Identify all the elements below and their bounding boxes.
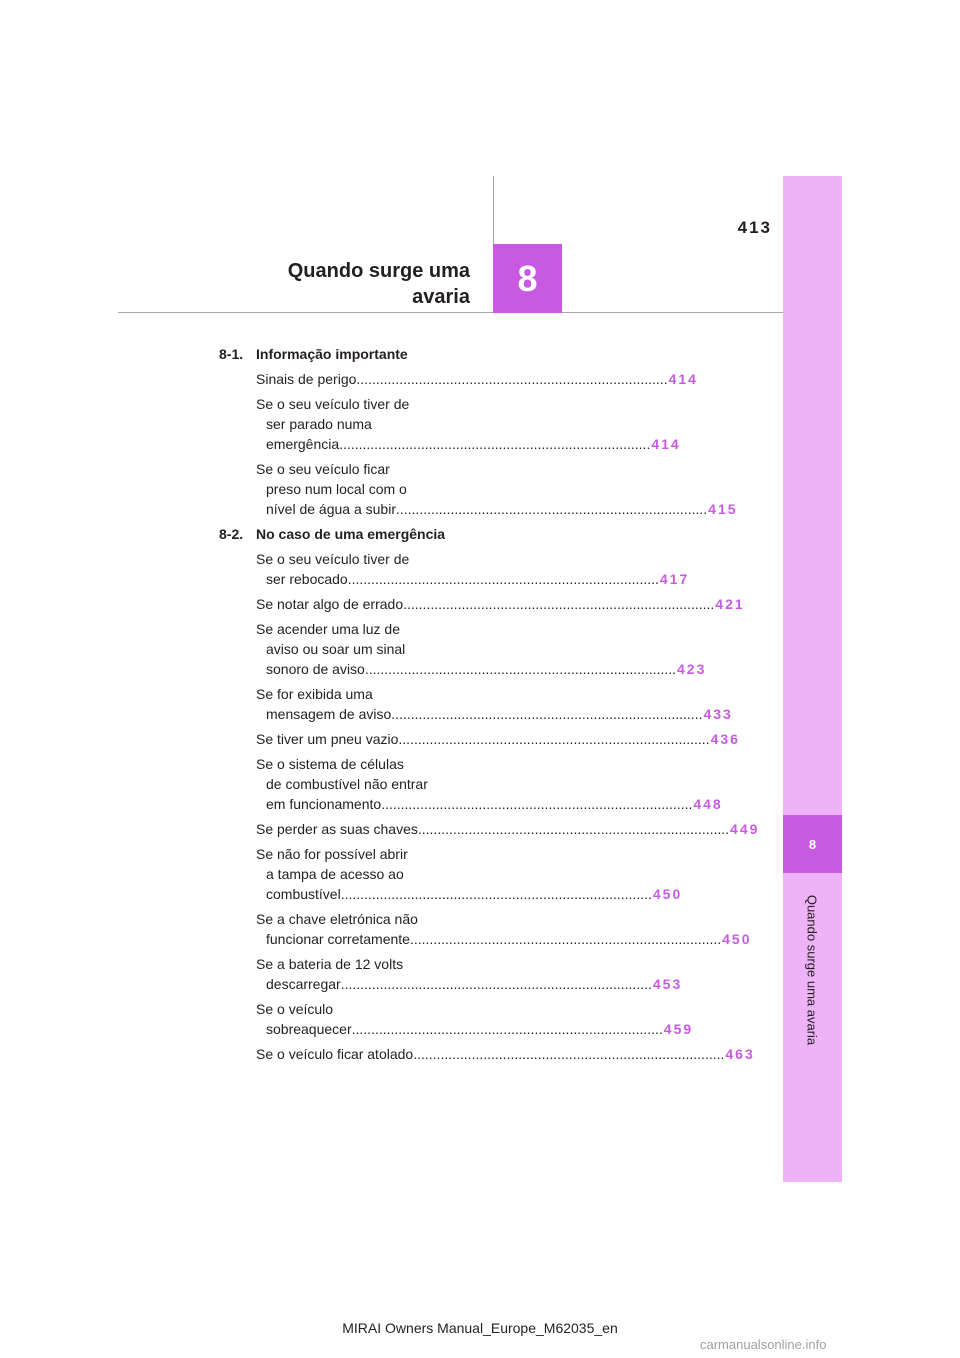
toc-entry-text: Se acender uma luz de <box>256 621 400 637</box>
toc-entry-row <box>256 434 681 454</box>
toc-entry-row <box>256 704 733 724</box>
toc-entry-row <box>256 819 760 839</box>
toc-entry-text: Se a bateria de 12 volts <box>256 956 404 972</box>
table-of-contents <box>219 344 760 1069</box>
dot-leader: ................................................................................ <box>403 596 715 612</box>
dot-leader: ................................................................................ <box>391 706 703 722</box>
toc-entry-text: Se o seu veículo ficar <box>256 461 390 477</box>
toc-entry-row <box>256 1019 694 1039</box>
dot-leader: ................................................................................ <box>339 436 651 452</box>
toc-entry-text: Se perder as suas chaves <box>256 821 418 837</box>
toc-entry[interactable] <box>219 394 681 454</box>
toc-entry-text: Se tiver um pneu vazio <box>256 731 399 747</box>
toc-entry[interactable] <box>219 459 738 519</box>
dot-leader: ................................................................................ <box>340 886 652 902</box>
dot-leader: ................................................................................ <box>347 571 659 587</box>
toc-page-link[interactable]: 415 <box>708 501 738 517</box>
toc-entry-text: Se não for possível abrir <box>256 846 408 862</box>
toc-page-link[interactable]: 436 <box>710 731 740 747</box>
toc-entry-text: aviso ou soar um sinal <box>266 641 406 657</box>
watermark: carmanualsonline.info <box>700 1337 827 1352</box>
toc-entry-text: Se o veículo <box>256 1001 334 1017</box>
toc-entry-row <box>256 884 683 904</box>
section-heading <box>219 524 469 544</box>
dot-leader: ................................................................................ <box>413 1046 725 1062</box>
dot-leader: ................................................................................ <box>340 976 652 992</box>
toc-entry[interactable] <box>219 594 745 614</box>
toc-entry-row <box>256 1044 755 1064</box>
dot-leader: ................................................................................ <box>381 796 693 812</box>
toc-entry-text: Se o seu veículo tiver de <box>256 396 410 412</box>
toc-page-link[interactable]: 463 <box>725 1046 755 1062</box>
toc-entry-row <box>256 974 683 994</box>
toc-entry-text: a tampa de acesso ao <box>266 866 404 882</box>
toc-entry-text: Se o veículo ficar atolado <box>256 1046 414 1062</box>
dot-leader: ................................................................................ <box>351 1021 663 1037</box>
header-horizontal-rule <box>118 312 783 313</box>
section-number: 8-2. <box>219 526 244 542</box>
toc-entry-text: Sinais de perigo <box>256 371 357 387</box>
toc-entry-text: preso num local com o <box>266 481 407 497</box>
toc-entry[interactable] <box>219 1044 755 1064</box>
toc-entry[interactable] <box>219 999 694 1039</box>
toc-page-link[interactable]: 459 <box>663 1021 694 1037</box>
toc-entry-text: emergência <box>266 436 340 452</box>
side-tab-label: Quando surge uma avaria <box>804 894 820 1046</box>
toc-entry-text: sobreaquecer <box>266 1021 352 1037</box>
side-tab-number[interactable]: 8 <box>783 815 842 873</box>
footer-text: MIRAI Owners Manual_Europe_M62035_en <box>342 1320 618 1336</box>
header-vertical-rule <box>493 176 494 244</box>
toc-entry-text: nível de água a subir <box>266 501 396 517</box>
toc-entry[interactable] <box>219 819 760 839</box>
toc-page-link[interactable]: 421 <box>715 596 745 612</box>
toc-entry-text: ser parado numa <box>266 416 372 432</box>
chapter-title-line: Quando surge uma <box>287 260 470 282</box>
toc-entry-text: combustível <box>266 886 341 902</box>
chapter-title-line: avaria <box>412 286 470 308</box>
dot-leader: ................................................................................ <box>356 371 668 387</box>
toc-page-link[interactable]: 423 <box>677 661 707 677</box>
toc-entry-text: ser rebocado <box>266 571 348 587</box>
toc-entry[interactable] <box>219 754 723 814</box>
toc-entry-row <box>256 594 745 614</box>
toc-page-link[interactable]: 453 <box>652 976 683 992</box>
dot-leader: ................................................................................ <box>417 821 730 837</box>
toc-entry-text: em funcionamento <box>266 796 382 812</box>
toc-page-link[interactable]: 414 <box>668 371 698 387</box>
toc-entry-row <box>256 929 752 949</box>
toc-entry[interactable] <box>219 619 707 679</box>
dot-leader: ................................................................................ <box>398 731 710 747</box>
toc-page-link[interactable]: 417 <box>659 571 690 587</box>
toc-entry-text: Se for exibida uma <box>256 686 373 702</box>
toc-entry-text: funcionar corretamente <box>266 931 410 947</box>
toc-entry-text: Se o seu veículo tiver de <box>256 551 410 567</box>
toc-entry[interactable] <box>219 369 698 389</box>
section-title: Informação importante <box>256 346 408 362</box>
dot-leader: ................................................................................ <box>364 661 677 677</box>
toc-entry-text: de combustível não entrar <box>266 776 428 792</box>
toc-entry-text: sonoro de aviso <box>266 661 365 677</box>
toc-entry-row <box>256 794 723 814</box>
chapter-title <box>288 258 470 310</box>
page-number: 413 <box>737 218 772 237</box>
toc-entry-row <box>256 499 738 519</box>
toc-entry[interactable] <box>219 549 690 589</box>
toc-entry-text: mensagem de aviso <box>266 706 392 722</box>
toc-page-link[interactable]: 449 <box>730 821 760 837</box>
toc-entry-text: Se o sistema de células <box>256 756 404 772</box>
toc-entry-row <box>256 729 740 749</box>
toc-entry[interactable] <box>219 844 683 904</box>
toc-entry-row <box>256 659 707 679</box>
toc-entry-text: Se notar algo de errado <box>256 596 404 612</box>
toc-entry[interactable] <box>219 954 683 994</box>
section-heading <box>219 344 469 364</box>
toc-page-link[interactable]: 433 <box>703 706 733 722</box>
toc-page-link[interactable]: 450 <box>722 931 752 947</box>
toc-entry-row <box>256 569 690 589</box>
toc-entry[interactable] <box>219 684 733 724</box>
section-title: No caso de uma emergência <box>256 526 446 542</box>
toc-entry-row <box>256 369 698 389</box>
section-number: 8-1. <box>219 346 244 362</box>
dot-leader: ................................................................................ <box>409 931 722 947</box>
toc-entry[interactable] <box>219 729 740 749</box>
toc-entry-text: descarregar <box>266 976 341 992</box>
toc-entry-text: Se a chave eletrónica não <box>256 911 418 927</box>
chapter-number-box: 8 <box>493 244 562 313</box>
toc-page-link[interactable]: 450 <box>652 886 683 902</box>
toc-page-link[interactable]: 414 <box>651 436 681 452</box>
dot-leader: ................................................................................ <box>395 501 708 517</box>
toc-entry[interactable] <box>219 909 752 949</box>
toc-page-link[interactable]: 448 <box>693 796 723 812</box>
